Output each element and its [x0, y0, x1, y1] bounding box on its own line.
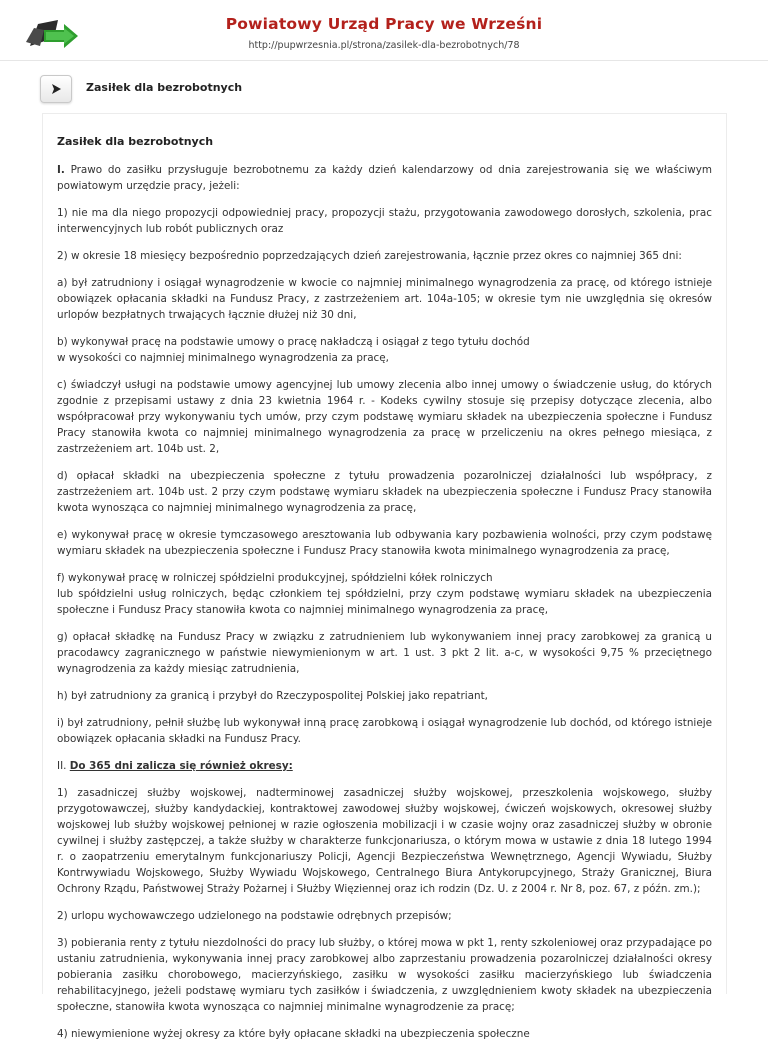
article-title: Zasiłek dla bezrobotnych [57, 135, 214, 148]
list-item [57, 334, 712, 366]
section-2-heading [57, 758, 712, 774]
list-item: 1) zasadniczej służby wojskowej, nadterminowej zasadniczej służby wojskowej, przeszkolenia wojskowego, służby przygotowawczej, służby kandydackiej, kontraktowej zawodowej służby wojskowej, ćwiczeń wojskowych, okresowej służby wojskowej lub służby wojskowej pełnionej w razie ogłoszenia mobilizacji i w czasie wojny oraz zasadniczej służby w obronie cywilnej i służby zastępczej, a także służby w charakterze funkcjonariusza, o którym mowa w ustawie z dnia 18 lutego 1994 r. o zaopatrzeniu emerytalnym funkcjonariuszy Policji, Agencji Bezpieczeństwa Wewnętrznego, Agencji Wywiadu, Służby Kontrwywiadu Wojskowego, Służby Wywiadu Wojskowego, Centralnego Biura Antykorupcyjnego, Straży Granicznej, Biura Ochrony Rządu, Państwowej Straży Pożarnej i Służby Więziennej oraz ich rodzin (Dz. U. z 2004 r. Nr 8, poz. 67, z późn. zm.); [57, 787, 712, 895]
list-item-line: b) wykonywał pracę na podstawie umowy o pracę nakładczą i osiągał z tego tytułu dochód [57, 336, 530, 348]
list-item: e) wykonywał pracę w okresie tymczasowego aresztowania lub odbywania kary pozbawienia wolności, przy czym podstawę wymiaru składek na ubezpieczenia społeczne i Fundusz Pracy stanowiła kwota minimalnego wynagrodzenia za pracę, [57, 529, 712, 557]
list-item: c) świadczył usługi na podstawie umowy agencyjnej lub umowy zlecenia albo innej umowy o świadczenie usług, do których zgodnie z przepisami ustawy z dnia 23 kwietnia 1964 r. - Kodeks cywilny stosuje się przepisy dotyczące zlecenia, albo współpracował przy wykonywaniu tych umów, przy czym podstawę wymiaru składek na ubezpieczenia społeczne i Fundusz Pracy stanowiła kwota co najmniej minimalnego wynagrodzenia za pracę w przeliczeniu na okres pełnego miesiąca, z zastrzeżeniem art. 104b ust. 2, [57, 379, 712, 455]
list-item-line: f) wykonywał pracę w rolniczej spółdzielni produkcyjnej, spółdzielni kółek rolniczych [57, 572, 493, 584]
list-item: g) opłacał składkę na Fundusz Pracy w związku z zatrudnieniem lub wykonywaniem innej pracy zarobkowej za granicą u pracodawcy zagranicznego w państwie niewymienionym w art. 1 ust. 3 pkt 2 lit. a-c, w wysokości 9,75 % przeciętnego wynagrodzenia za każdy miesiąc zatrudnienia, [57, 631, 712, 675]
page-heading: Zasiłek dla bezrobotnych [86, 81, 243, 94]
site-header [0, 0, 768, 61]
section-2-marker: II. [57, 760, 67, 772]
section-1-intro-text: Prawo do zasiłku przysługuje bezrobotnemu za każdy dzień kalendarzowy od dnia zarejestrowania się we właściwym powiatowym urzędzie pracy, jeżeli: [57, 164, 712, 192]
list-item-line: lub spółdzielni usług rolniczych, będąc członkiem tej spółdzielni, przy czym podstawę wymiaru składek na ubezpieczenia społeczne i Fundusz Pracy stanowiła kwota co najmniej minimalnego wynagrodzenia za pracę, [57, 588, 712, 616]
list-item: i) był zatrudniony, pełnił służbę lub wykonywał inną pracę zarobkową i osiągał wynagrodzenie lub dochód, od którego istnieje obowiązek opłacania składki na Fundusz Pracy. [57, 717, 712, 745]
section-1-marker: I. [57, 164, 65, 176]
list-item: 2) urlopu wychowawczego udzielonego na podstawie odrębnych przepisów; [57, 910, 452, 922]
list-item: d) opłacał składki na ubezpieczenia społeczne z tytułu prowadzenia pozarolniczej działalności lub współpracy, z zastrzeżeniem art. 104b ust. 2 przy czym podstawę wymiaru składek na ubezpieczenia społeczne i Fundusz Pracy stanowiła kwota wynosząca co najmniej minimalnego wynagrodzenia za pracę, [57, 470, 712, 514]
list-item: 4) niewymienione wyżej okresy za które były opłacane składki na ubezpieczenia społeczne [57, 1028, 530, 1040]
list-item: 1) nie ma dla niego propozycji odpowiedniej pracy, propozycji stażu, przygotowania zawodowego dorosłych, szkolenia, prac interwencyjnych lub robót publicznych oraz [57, 207, 712, 235]
site-title[interactable]: Powiatowy Urząd Pracy we Wrześni [225, 15, 543, 33]
article-content [42, 113, 727, 1040]
section-1-intro [57, 162, 712, 194]
list-item: 3) pobierania renty z tytułu niezdolności do pracy lub służby, o której mowa w pkt 1, renty szkoleniowej oraz przypadające po ustaniu zatrudnienia, wykonywania innej pracy zarobkowej albo zaprzestaniu prowadzenia pozarolniczej działalności okresy pobierania zasiłku chorobowego, macierzyńskiego, zasiłku w wysokości zasiłku macierzyńskiego lub świadczenia rehabilitacyjnego, jeżeli podstawę wymiaru tych zasiłków i świadczenia, z uwzględnieniem kwoty składek na ubezpieczenia społeczne, stanowiła kwota wynosząca co najmniej minimalne wynagrodzenie za pracę; [57, 937, 712, 1013]
section-2-title: Do 365 dni zalicza się również okresy: [69, 760, 293, 772]
expand-button[interactable] [40, 75, 72, 103]
list-item: h) był zatrudniony za granicą i przybył do Rzeczypospolitej Polskiej jako repatriant, [57, 690, 488, 702]
page-url: http://pupwrzesnia.pl/strona/zasilek-dla-bezrobotnych/78 [248, 40, 520, 51]
list-item [57, 570, 712, 618]
list-item: 2) w okresie 18 miesięcy bezpośrednio poprzedzających dzień zarejestrowania, łącznie przez okres co najmniej 365 dni: [57, 250, 682, 262]
list-item: a) był zatrudniony i osiągał wynagrodzenie w kwocie co najmniej minimalnego wynagrodzenia za pracę, od którego istnieje obowiązek opłacania składki na Fundusz Pracy, z zastrzeżeniem art. 104a-105; w okresie tym nie uwzględnia się okresów urlopów bezpłatnych trwających łącznie dłużej niż 30 dni, [57, 277, 712, 321]
list-item-line: w wysokości co najmniej minimalnego wynagrodzenia za pracę, [57, 352, 389, 364]
play-arrow-icon [50, 83, 62, 95]
